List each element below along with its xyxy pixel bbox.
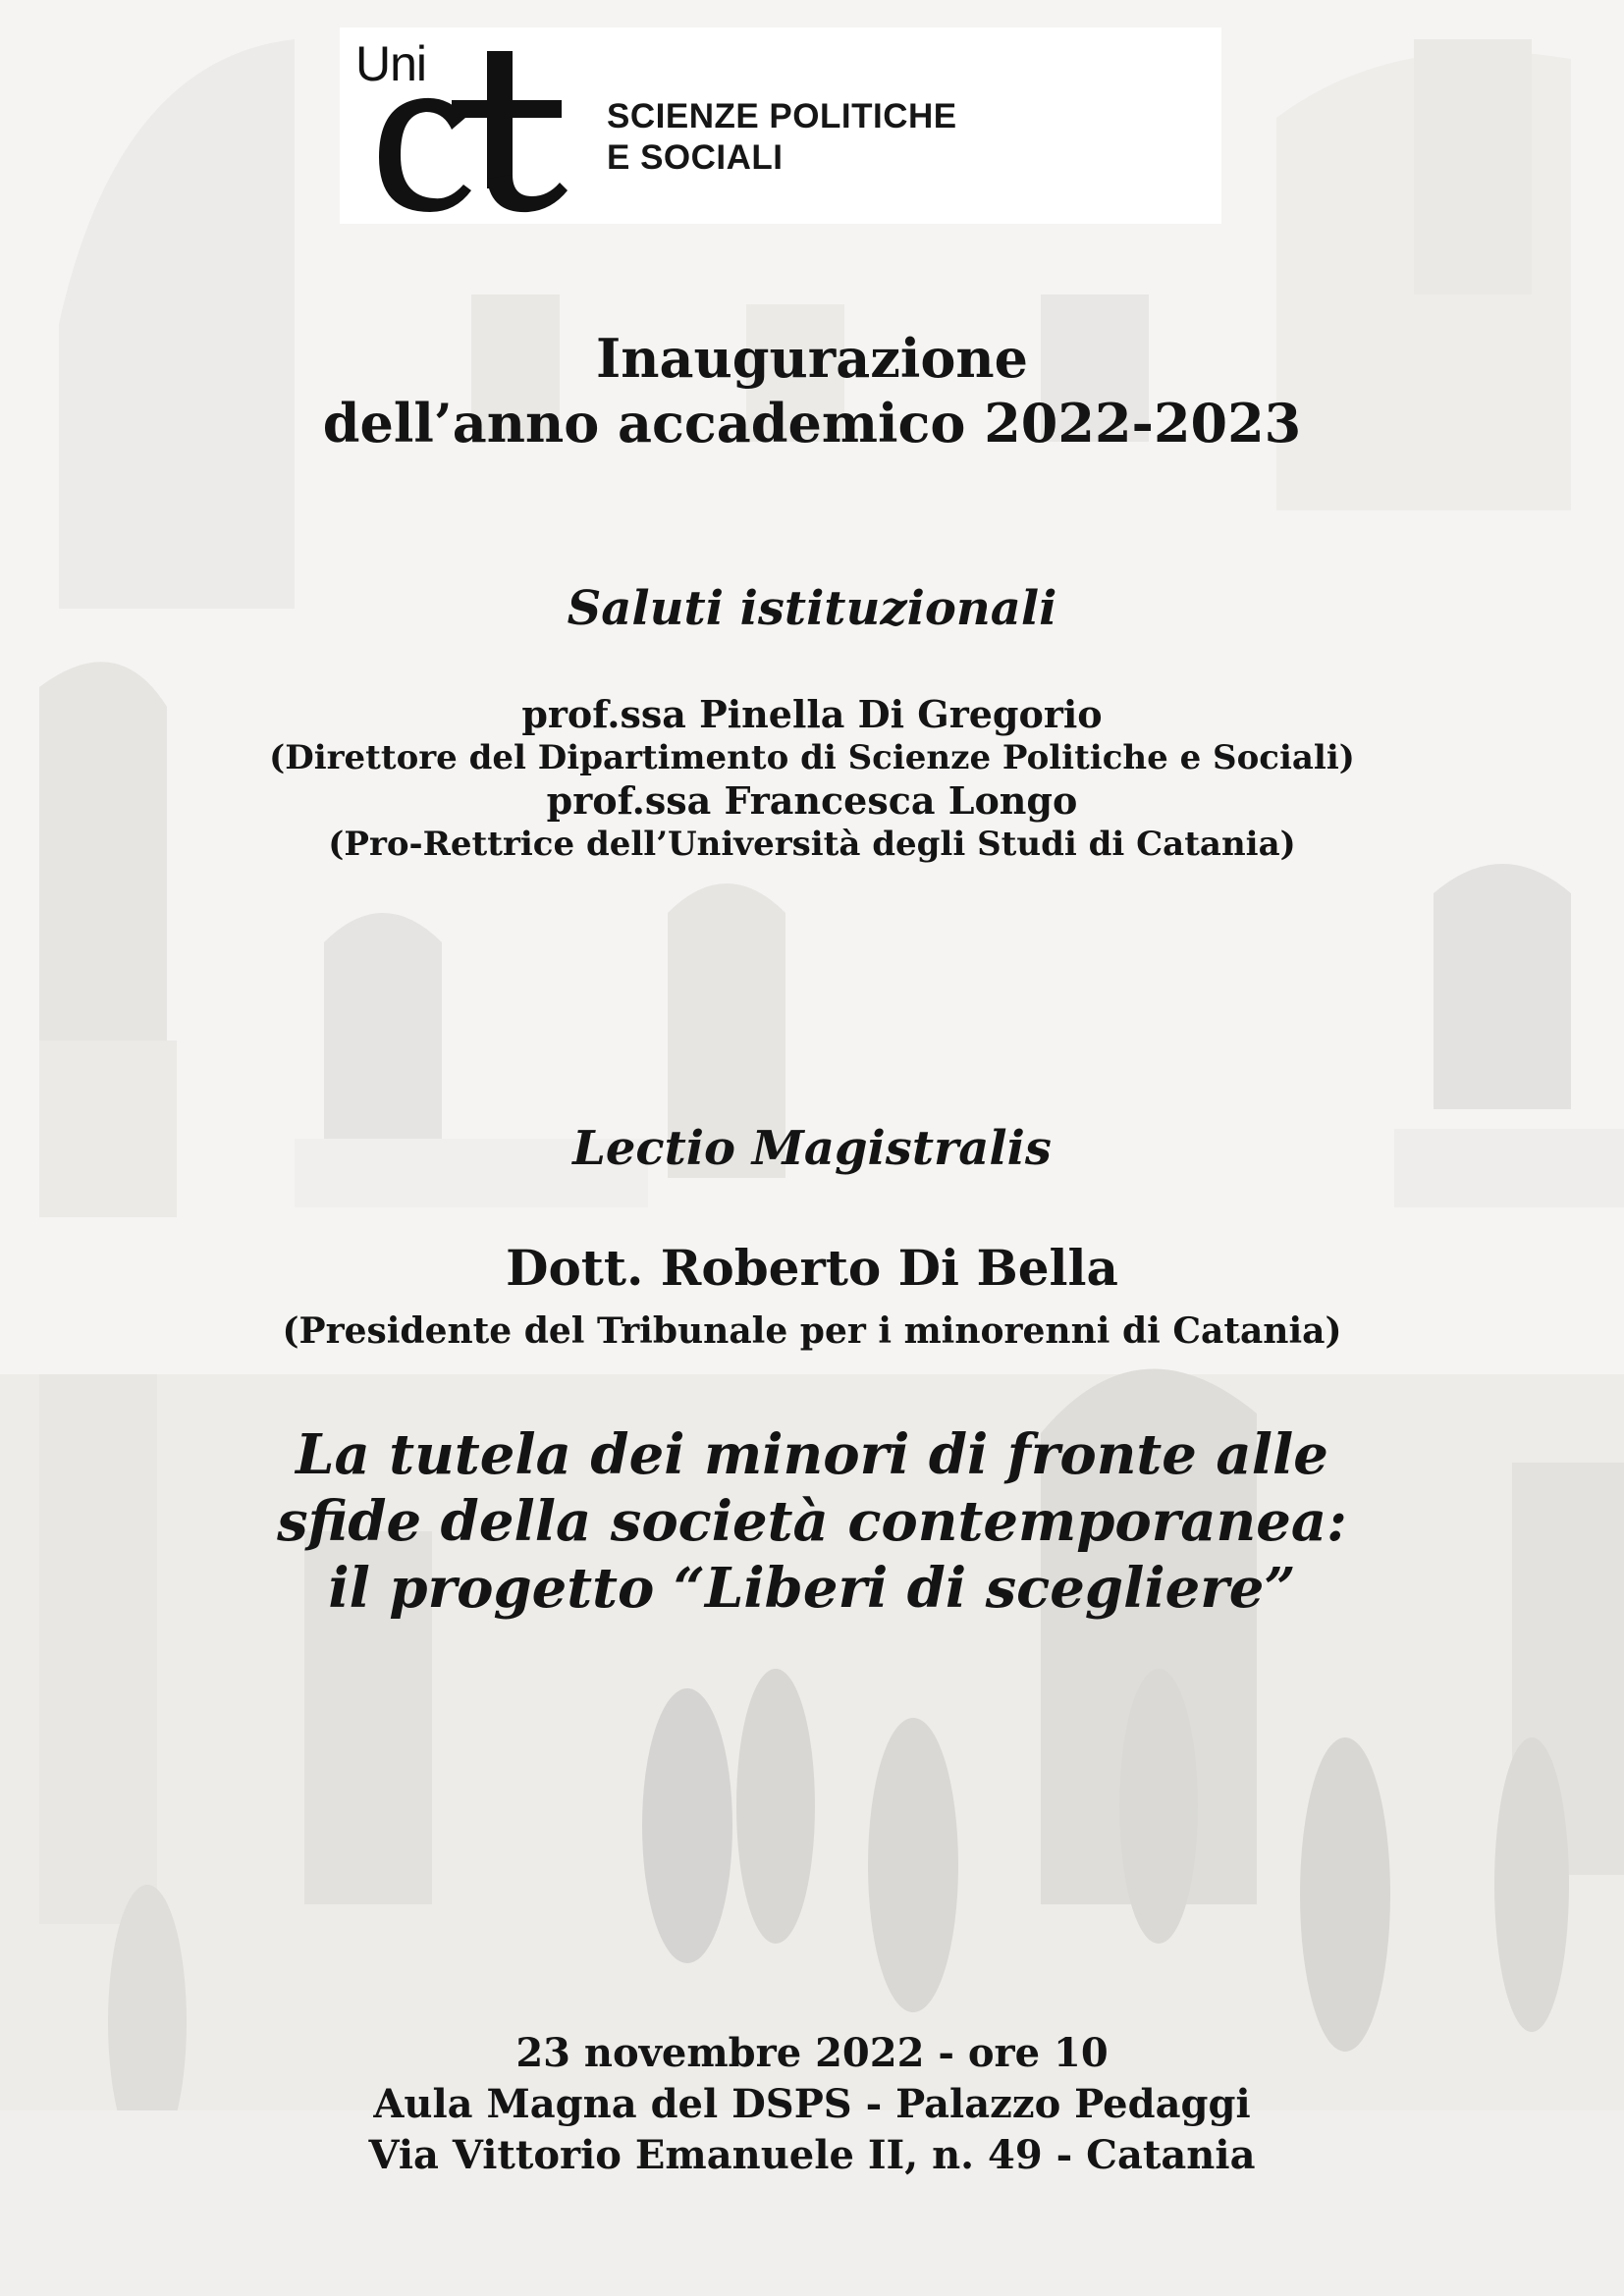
department-name [607,96,957,179]
logo-uni-text: Uni [355,36,427,91]
lecture-title-line1: La tutela dei minori di fronte alle [296,1422,1328,1487]
event-address: Via Vittorio Emanuele II, n. 49 - Catania [368,2132,1256,2178]
lectio-heading: Lectio Magistralis [572,1121,1052,1176]
lecture-title-line3: il progetto “Liberi di scegliere” [328,1556,1296,1621]
department-name-line2: E SOCIALI [607,138,784,177]
university-logo [340,27,1221,224]
event-title-line2: dell’anno accademico 2022-2023 [322,392,1302,454]
speaker1-name: prof.ssa Pinella Di Gregorio [521,692,1103,736]
event-title [0,326,1624,455]
lectio-speaker-name: Dott. Roberto Di Bella [506,1239,1118,1297]
event-details [0,2028,1624,2181]
logo-ct-mark [357,31,583,218]
lectio-speaker-role: (Presidente del Tribunale per i minorenni di Catania) [282,1310,1342,1352]
department-name-line1: SCIENZE POLITICHE [607,97,957,135]
speaker2-role: (Pro-Rettrice dell’Università degli Studi di Catania) [328,825,1296,864]
lecture-title [0,1421,1624,1622]
greetings-speakers [0,693,1624,866]
lecture-title-line2: sfide della società contemporanea: [277,1489,1347,1554]
greetings-heading: Saluti istituzionali [567,581,1057,636]
event-date-time: 23 novembre 2022 - ore 10 [515,2030,1109,2076]
speaker1-role: (Direttore del Dipartimento di Scienze Politiche e Sociali) [269,738,1355,777]
event-title-line1: Inaugurazione [595,327,1029,390]
speaker2-name: prof.ssa Francesca Longo [546,778,1078,823]
event-venue: Aula Magna del DSPS - Palazzo Pedaggi [373,2081,1251,2127]
